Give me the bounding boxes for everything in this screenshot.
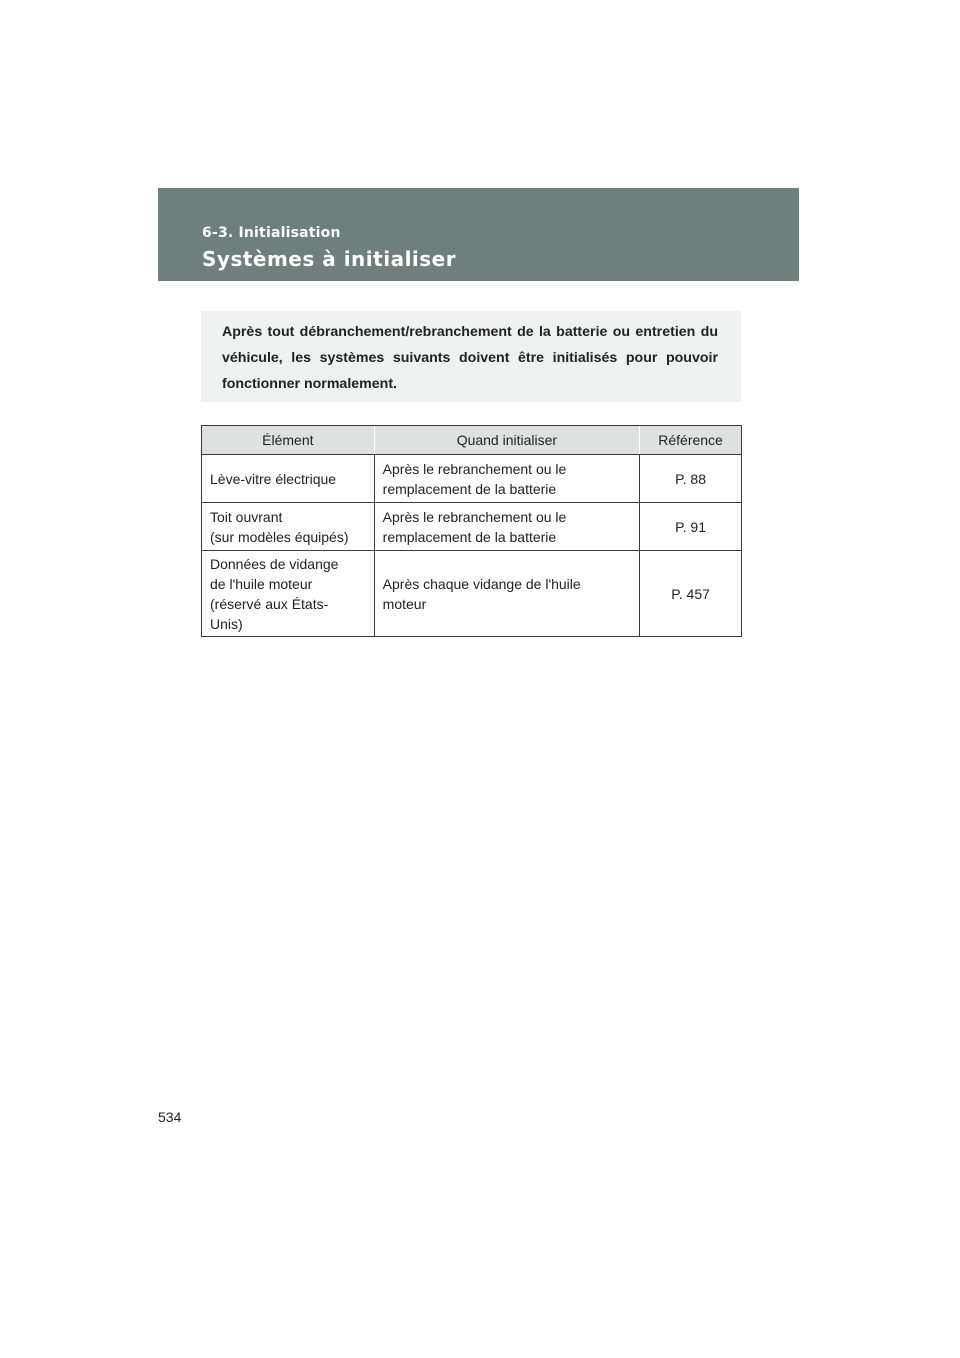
when-line: moteur (382, 595, 427, 612)
when-line: Après le rebranchement ou le (382, 460, 567, 477)
when-line: remplacement de la batterie (382, 480, 557, 497)
page-title: Systèmes à initialiser (202, 247, 457, 271)
item-line: Unis) (210, 615, 243, 632)
item-line: Données de vidange (210, 555, 339, 572)
item-cell (202, 455, 375, 503)
column-header-reference: Référence (640, 426, 742, 455)
page-number: 534 (158, 1109, 182, 1125)
chapter-header (158, 188, 799, 281)
when-cell (374, 455, 639, 503)
when-line: Après le rebranchement ou le (382, 508, 567, 525)
reference-cell: P. 457 (640, 551, 742, 637)
when-cell (374, 503, 639, 551)
item-cell (202, 503, 375, 551)
item-line: (sur modèles équipés) (210, 528, 349, 545)
table-row (202, 455, 742, 503)
reference-cell: P. 88 (640, 455, 742, 503)
when-line: Après chaque vidange de l'huile (382, 575, 581, 592)
table-header-row (202, 426, 742, 455)
item-line: de l'huile moteur (210, 575, 313, 592)
item-cell (202, 551, 375, 637)
initialization-table (201, 425, 742, 637)
intro-text: Après tout débranchement/rebranchement de la batterie ou entretien du véhicule, les systèmes suivants doivent être initialisés pour pouvoir fonctionner normalement. (222, 324, 718, 392)
intro-box (201, 311, 741, 402)
reference-cell: P. 91 (640, 503, 742, 551)
column-header-element: Élément (202, 426, 375, 455)
section-label: 6-3. Initialisation (202, 225, 341, 241)
item-line: Lève-vitre électrique (210, 470, 337, 487)
item-line: Toit ouvrant (210, 508, 283, 525)
table-row (202, 503, 742, 551)
when-cell (374, 551, 639, 637)
column-header-when: Quand initialiser (374, 426, 639, 455)
when-line: remplacement de la batterie (382, 528, 557, 545)
table-row (202, 551, 742, 637)
item-line: (réservé aux États- (210, 595, 329, 612)
